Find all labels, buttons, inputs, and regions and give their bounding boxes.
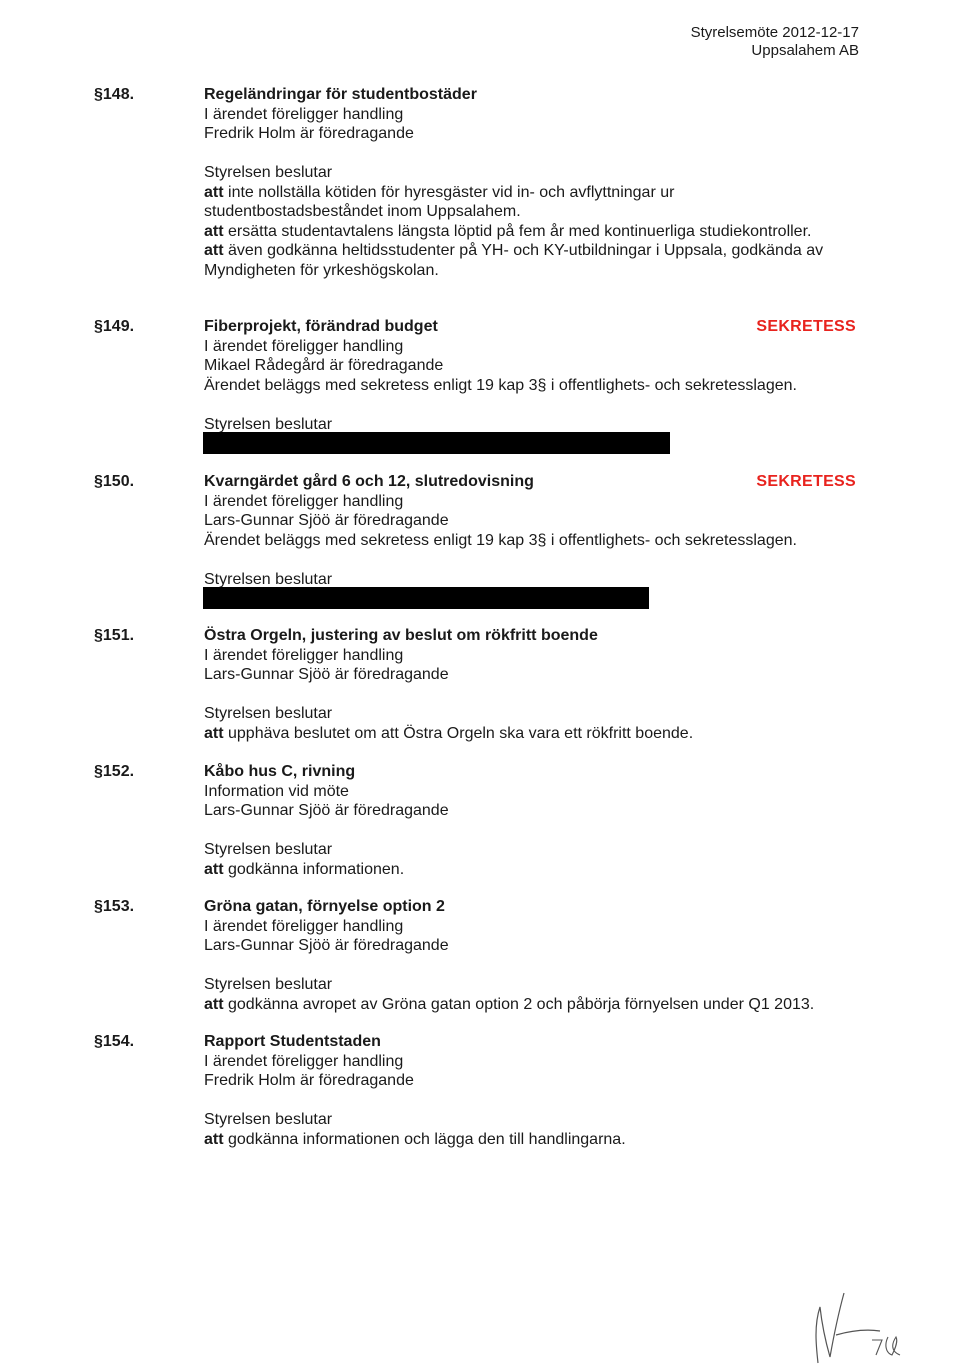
att-word: att (204, 183, 224, 201)
document-line: I ärendet föreligger handling (204, 1052, 404, 1070)
redaction-block (203, 432, 670, 454)
confidential-badge: SEKRETESS (756, 473, 856, 490)
document-header (691, 24, 859, 60)
decision-label: Styrelsen beslutar (204, 415, 333, 433)
handwritten-initials (800, 1285, 910, 1365)
decision-label: Styrelsen beslutar (204, 841, 333, 858)
decision-label: Styrelsen beslutar (204, 705, 333, 722)
decision-label: Styrelsen beslutar (204, 570, 333, 588)
att-word: att (204, 995, 224, 1013)
document-line: I ärendet föreligger handling (204, 492, 404, 510)
att-word: att (204, 222, 224, 240)
decision-item: att inte nollställa kötiden för hyresgäster vid in- och avflyttningar ur (204, 183, 675, 201)
confidentiality-note: Ärendet beläggs med sekretess enligt 19 kap 3§ i offentlighets- och sekretesslagen. (204, 376, 797, 394)
section-body (204, 1032, 864, 1149)
att-word: att (204, 860, 224, 878)
decision-label: Styrelsen beslutar (204, 1111, 333, 1128)
section-number: §151. (94, 627, 135, 644)
document-line: I ärendet föreligger handling (204, 646, 404, 664)
section-title: Gröna gatan, förnyelse option 2 (204, 898, 445, 915)
decision-item: att även godkänna heltidsstudenter på YH- och KY-utbildningar i Uppsala, godkända av (204, 242, 824, 259)
section-number: §154. (94, 1033, 135, 1050)
presenter-line: Lars-Gunnar Sjöö är föredragande (204, 802, 449, 819)
decision-item: att upphäva beslutet om att Östra Orgeln ska vara ett rökfritt boende. (204, 724, 694, 742)
redaction-block (203, 587, 649, 609)
presenter-line: Lars-Gunnar Sjöö är föredragande (204, 937, 449, 954)
meeting-date: Styrelsemöte 2012-12-17 (690, 24, 859, 41)
presenter-line: Fredrik Holm är föredragande (204, 125, 414, 142)
document-line: I ärendet föreligger handling (204, 105, 404, 123)
section-number: §149. (94, 318, 135, 335)
section-number: §148. (94, 86, 135, 103)
confidential-badge: SEKRETESS (756, 318, 856, 335)
section-number: §152. (94, 763, 135, 780)
document-line: Information vid möte (204, 782, 349, 800)
section-body (204, 472, 864, 589)
decision-item: att godkänna informationen. (204, 860, 405, 878)
section-title: Rapport Studentstaden (204, 1033, 381, 1050)
section-body (204, 762, 864, 879)
decision-label: Styrelsen beslutar (204, 164, 333, 181)
section-body (204, 626, 864, 743)
presenter-line: Fredrik Holm är föredragande (204, 1072, 414, 1089)
section-title: Kåbo hus C, rivning (204, 763, 356, 780)
decision-label: Styrelsen beslutar (204, 976, 333, 993)
presenter-line: Mikael Rådegård är föredragande (204, 357, 444, 374)
document-line: I ärendet föreligger handling (204, 917, 404, 935)
decision-item-cont: Myndigheten för yrkeshögskolan. (204, 261, 439, 279)
section-title: Östra Orgeln, justering av beslut om rökfritt boende (204, 627, 598, 644)
decision-item-cont: studentbostadsbeståndet inom Uppsalahem. (204, 203, 521, 220)
section-title: Kvarngärdet gård 6 och 12, slutredovisning (204, 473, 534, 490)
section-number: §153. (94, 898, 135, 915)
presenter-line: Lars-Gunnar Sjöö är föredragande (204, 512, 449, 529)
document-line: I ärendet föreligger handling (204, 337, 404, 355)
att-word: att (204, 1130, 224, 1148)
section-title: Fiberprojekt, förändrad budget (204, 318, 438, 335)
att-word: att (204, 724, 224, 742)
section-body (204, 317, 864, 434)
section-title: Regeländringar för studentbostäder (204, 86, 477, 103)
decision-item: att godkänna avropet av Gröna gatan option 2 och påbörja förnyelsen under Q1 2013. (204, 995, 815, 1013)
decision-item: att ersätta studentavtalens längsta löptid på fem år med kontinuerliga studiekontroller. (204, 222, 812, 240)
att-word: att (204, 242, 224, 259)
company-name: Uppsalahem AB (751, 42, 859, 59)
section-number: §150. (94, 473, 135, 490)
section-body (204, 85, 864, 280)
decision-item: att godkänna informationen och lägga den till handlingarna. (204, 1130, 626, 1148)
section-body (204, 897, 864, 1014)
presenter-line: Lars-Gunnar Sjöö är föredragande (204, 666, 449, 683)
confidentiality-note: Ärendet beläggs med sekretess enligt 19 kap 3§ i offentlighets- och sekretesslagen. (204, 531, 797, 549)
